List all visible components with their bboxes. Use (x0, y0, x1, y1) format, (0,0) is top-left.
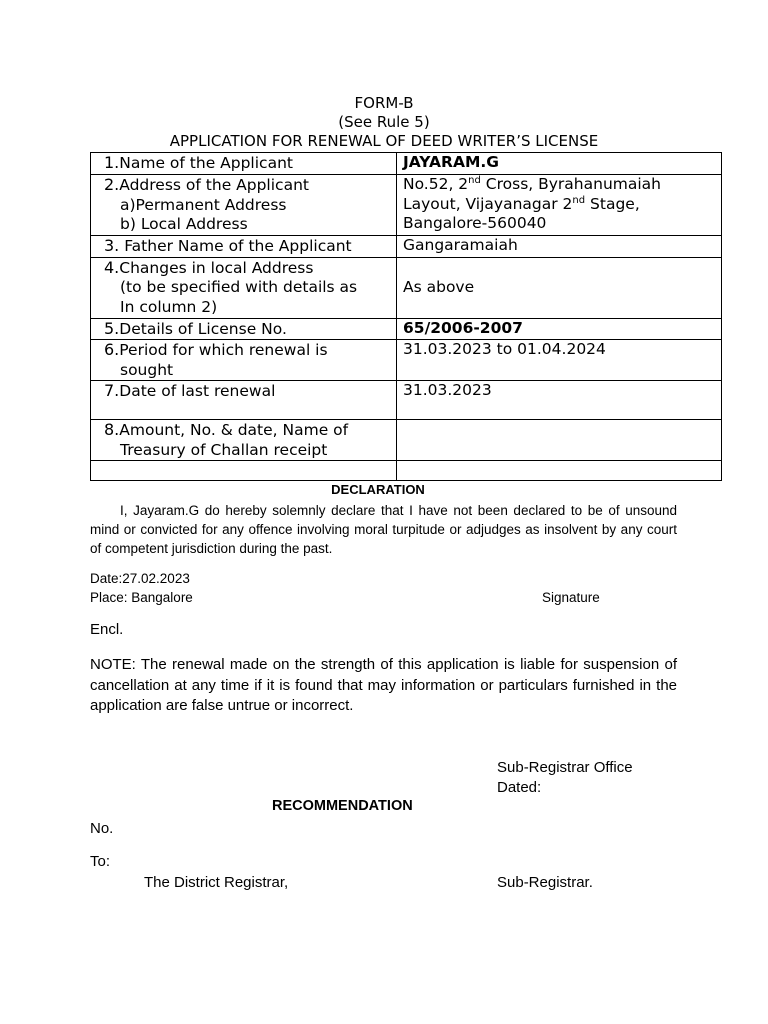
label-cell (91, 175, 397, 236)
row-sublabel: In column 2) (120, 297, 218, 316)
row-number: 2. (104, 175, 120, 194)
addressee-line: The District Registrar, (144, 874, 289, 891)
value-cell (397, 381, 722, 420)
label-cell (91, 153, 397, 175)
recommendation-heading: RECOMMENDATION (272, 798, 413, 814)
row-label: Address of the Applicant (119, 176, 309, 194)
office-line: Sub-Registrar Office (497, 759, 633, 776)
father-name: Gangaramaiah (403, 236, 518, 254)
value-cell (397, 175, 722, 236)
empty-cell (397, 461, 722, 481)
form-subject: APPLICATION FOR RENEWAL OF DEED WRITER’S LICENSE (169, 132, 599, 150)
row-sublabel: (to be specified with details as (120, 278, 358, 296)
declaration-date: Date:27.02.2023 (90, 571, 190, 586)
row-number: 7. (104, 381, 120, 400)
label-cell (91, 236, 397, 258)
enclosure-label: Encl. (90, 621, 124, 638)
table-row (91, 340, 722, 381)
table-row (91, 318, 722, 340)
address-part: Cross, Byrahanumaiah Layout, Vijayanagar 2 (403, 175, 662, 213)
empty-cell (91, 461, 397, 481)
value-cell (397, 340, 722, 381)
renewal-period: 31.03.2023 to 01.04.2024 (403, 340, 606, 358)
row-label: Father Name of the Applicant (119, 237, 352, 255)
value-cell (397, 153, 722, 175)
row-number: 1. (104, 153, 120, 172)
dated-line: Dated: (497, 779, 542, 796)
label-cell (91, 257, 397, 318)
row-number: 8. (104, 420, 120, 439)
table-row (91, 461, 722, 481)
row-label: Period for which renewal is (119, 341, 328, 359)
label-cell (91, 420, 397, 461)
row-label: Amount, No. & date, Name of (119, 421, 349, 439)
applicant-address (403, 175, 661, 232)
table-row (91, 257, 722, 318)
row-number: 5. (104, 318, 120, 338)
local-address-change: As above (403, 277, 475, 296)
address-sup: nd (572, 194, 586, 206)
application-table (90, 152, 722, 481)
declaration-place: Place: Bangalore (90, 590, 193, 605)
row-label: Name of the Applicant (119, 154, 293, 172)
row-number: 3. (104, 236, 120, 255)
row-sublabel: b) Local Address (120, 215, 248, 233)
row-sublabel: Treasury of Challan receipt (120, 440, 328, 459)
label-cell (91, 340, 397, 381)
signature-label: Signature (542, 590, 600, 605)
form-title: FORM-B (354, 94, 414, 112)
table-row (91, 175, 722, 236)
label-cell (91, 381, 397, 420)
license-number: 65/2006-2007 (403, 318, 523, 337)
row-sublabel: sought (120, 360, 174, 379)
recommendation-no: No. (90, 820, 114, 837)
value-cell (397, 420, 722, 461)
form-rule: (See Rule 5) (338, 113, 430, 131)
row-label: Details of License No. (119, 319, 287, 338)
row-sublabel: a)Permanent Address (120, 195, 287, 214)
table-row (91, 236, 722, 258)
table-row (91, 420, 722, 461)
label-cell (91, 318, 397, 340)
declaration-text: I, Jayaram.G do hereby solemnly declare that I have not been declared to be of unsound mind or convicted for any offence involving moral turpitude or adjudges as insolvent by any court of competent jurisdiction during the past. (90, 503, 677, 556)
row-label: Date of last renewal (119, 382, 276, 400)
row-number: 6. (104, 340, 120, 359)
address-part: No.52, 2 (403, 175, 469, 193)
address-part: Stage, Bangalore-560040 (403, 194, 640, 232)
address-sup: nd (468, 174, 481, 186)
value-cell (397, 318, 722, 340)
recommendation-to: To: (90, 853, 111, 870)
last-renewal-date: 31.03.2023 (403, 381, 492, 399)
sub-registrar-line: Sub-Registrar. (497, 874, 593, 891)
applicant-name: JAYARAM.G (403, 153, 499, 171)
row-label: Changes in local Address (119, 258, 314, 277)
table-row (91, 153, 722, 175)
note-text: NOTE: The renewal made on the strength of this application is liable for suspension of cancellation at any time if it is found that may information or particulars furnished in the application are false untrue or incorrect. (90, 656, 677, 714)
row-number: 4. (104, 257, 120, 277)
table-row (91, 381, 722, 420)
declaration-heading: DECLARATION (331, 482, 425, 497)
value-cell (397, 257, 722, 318)
value-cell (397, 236, 722, 258)
